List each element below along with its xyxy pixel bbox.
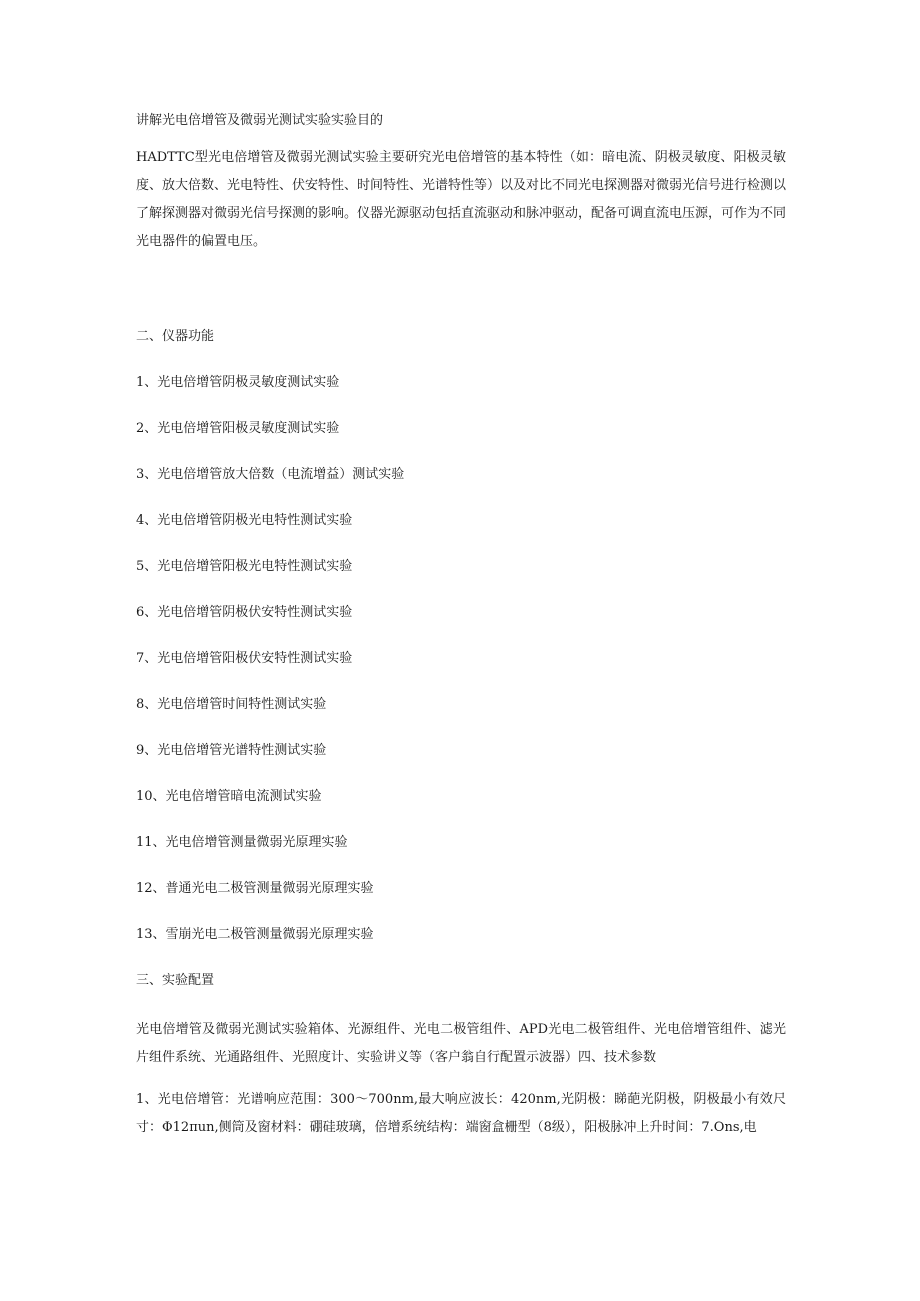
list-item: 10、光电倍增管暗电流测试实验: [136, 789, 322, 804]
tech-param-paragraph: 1、光电倍增管：光谱响应范围：300～700nm,最大响应波长：420nm,光阴极：睇葩光阴极，阴极最小有效尺寸：Φ12πun,侧筒及窗材料：硼硅玻璃，倍增系统结构：端窗盒栅型（8级），阳极脉冲上升时间：7.Ons,电: [136, 1092, 786, 1135]
list-item: 2、光电倍增管阳极灵敏度测试实验: [136, 421, 340, 436]
config-paragraph: 光电倍增管及微弱光测试实验箱体、光源组件、光电二极管组件、APD光电二极管组件、光电倍增管组件、滤光片组件系统、光通路组件、光照度计、实验讲义等（客户翁自行配置示波器）四、技术参数: [136, 1022, 786, 1065]
list-item: 13、雪崩光电二极管测量微弱光原理实验: [136, 927, 374, 942]
list-item: 6、光电倍增管阴极伏安特性测试实验: [136, 605, 353, 620]
list-item: 12、普通光电二极管测量微弱光原理实验: [136, 881, 374, 896]
list-item: 8、光电倍增管时间特性测试实验: [136, 697, 327, 712]
section-heading-functions: 二、仪器功能: [136, 329, 215, 344]
list-item: 3、光电倍增管放大倍数（电流增益）测试实验: [136, 467, 405, 482]
list-item: 1、光电倍增管阴极灵敏度测试实验: [136, 375, 340, 390]
list-item: 4、光电倍增管阴极光电特性测试实验: [136, 513, 353, 528]
document-page: [136, 110, 786, 1142]
list-item: 9、光电倍增管光谱特性测试实验: [136, 743, 327, 758]
intro-paragraph: HADTTC型光电倍增管及微弱光测试实验主要研究光电倍增管的基本特性（如：暗电流、阴极灵敏度、阳极灵敏度、放大倍数、光电特性、伏安特性、时间特性、光谱特性等）以及对比不同光电探测器对微弱光信号进行检测以了解探测器对微弱光信号探测的影响。仪器光源驱动包括直流驱动和脉冲驱动，配备可调直流电压源，可作为不同光电器件的偏置电压。: [136, 150, 787, 249]
section-heading-config: 三、实验配置: [136, 973, 215, 988]
document-title: 讲解光电倍增管及微弱光测试实验实验目的: [136, 113, 384, 128]
function-list: [136, 372, 786, 946]
list-item: 5、光电倍增管阳极光电特性测试实验: [136, 559, 353, 574]
list-item: 7、光电倍增管阳极伏安特性测试实验: [136, 651, 353, 666]
list-item: 11、光电倍增管测量微弱光原理实验: [136, 835, 348, 850]
